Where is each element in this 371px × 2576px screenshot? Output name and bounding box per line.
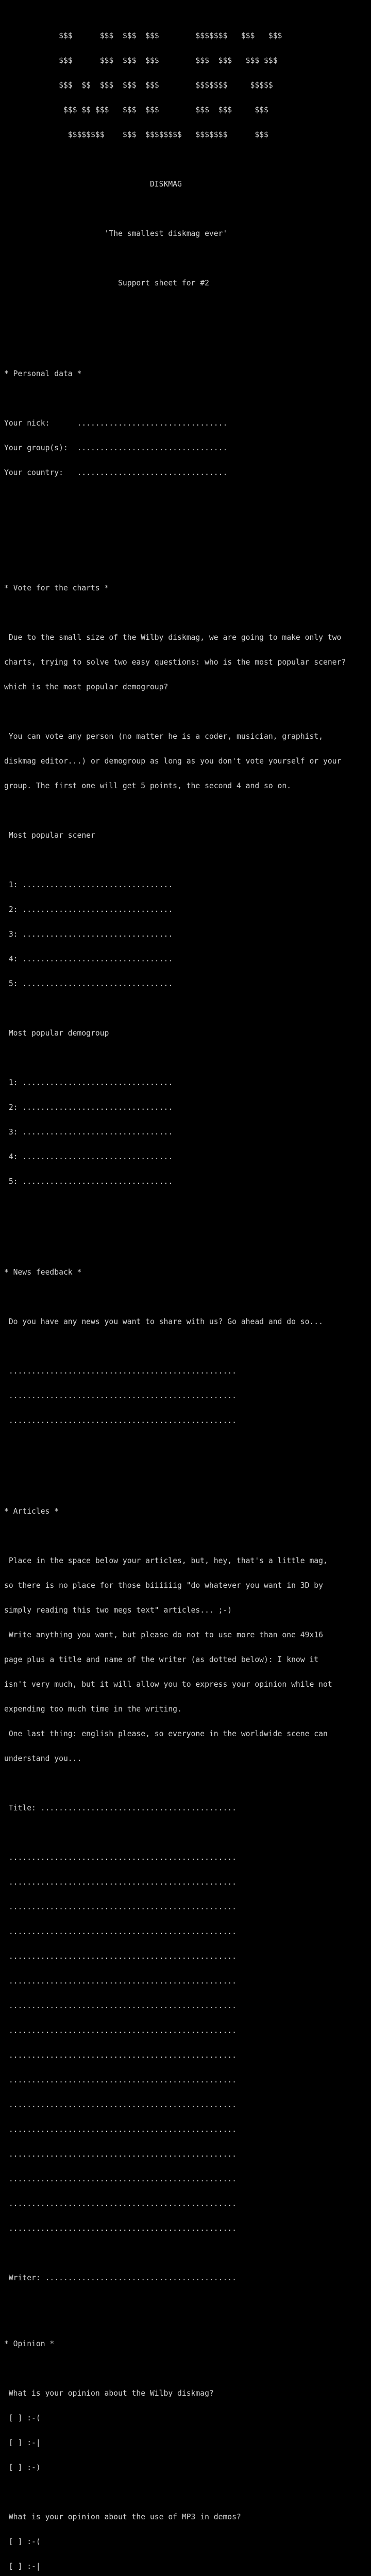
article-body-line[interactable]: .................................................. — [4, 2026, 237, 2035]
charts-intro-line: which is the most popular demogroup? — [4, 683, 168, 691]
section-heading-opinion: * Opinion * — [4, 2340, 55, 2348]
spacer — [4, 856, 346, 865]
article-body-line[interactable]: .................................................. — [4, 2125, 237, 2134]
article-writer-field[interactable]: Writer: .......................................... — [4, 2274, 237, 2282]
articles-text-line: page plus a title and name of the writer (as dotted below): I know it — [4, 1655, 319, 1664]
article-body-line[interactable]: .................................................. — [4, 1853, 237, 1862]
scener-chart-title: Most popular scener — [4, 831, 95, 840]
article-body-line[interactable]: .................................................. — [4, 2175, 237, 2183]
field-groups[interactable]: Your group(s): ................................. — [4, 444, 228, 452]
scener-vote-slot[interactable]: 5: ................................. — [4, 979, 173, 988]
charts-rules-line: diskmag editor...) or demogroup as long as you don't vote yourself or your — [4, 757, 342, 766]
spacer — [4, 1466, 346, 1475]
spacer — [4, 329, 346, 337]
articles-text-line: Write anything you want, but please do not to use more than one 49x16 — [4, 1631, 323, 1639]
section-heading-news: * News feedback * — [4, 1268, 82, 1277]
articles-text-line: so there is no place for those biiiiiig "do whatever you want in 3D by — [4, 1581, 323, 1590]
spacer — [4, 304, 346, 312]
article-body-line[interactable]: .................................................. — [4, 2199, 237, 2208]
opinion-question-wilby: What is your opinion about the Wilby diskmag? — [4, 2389, 214, 2398]
group-vote-slot[interactable]: 3: ................................. — [4, 1128, 173, 1137]
opinion-checkbox-sad[interactable]: [ ] :-( — [4, 2414, 41, 2422]
articles-text-line: expending too much time in the writing. — [4, 1705, 182, 1714]
group-vote-slot[interactable]: 5: ................................. — [4, 1177, 173, 1186]
diskmag-subtitle: 'The smallest diskmag ever' — [4, 229, 228, 238]
opinion-question-mp3: What is your opinion about the use of MP3 in demos? — [4, 2513, 241, 2521]
spacer — [4, 2299, 346, 2307]
section-heading-charts: * Vote for the charts * — [4, 584, 109, 592]
support-sheet — [4, 7, 346, 2576]
spacer — [4, 1343, 346, 1351]
charts-rules-line: group. The first one will get 5 points, the second 4 and so on. — [4, 782, 292, 790]
spacer — [4, 255, 346, 263]
spacer — [4, 1829, 346, 1837]
articles-text-line: Place in the space below your articles, but, hey, that's a little mag, — [4, 1556, 328, 1565]
spacer — [4, 543, 346, 551]
article-body-line[interactable]: .................................................. — [4, 2150, 237, 2159]
spacer — [4, 494, 346, 502]
section-heading-articles: * Articles * — [4, 1507, 59, 1516]
logo-ascii-line: $$$$$$$$ $$$ $$$$$$$$ $$$$$$$ $$$ — [4, 130, 268, 139]
charts-intro-line: Due to the small size of the Wilby diskmag, we are going to make only two — [4, 633, 342, 642]
field-country[interactable]: Your country: ................................. — [4, 468, 228, 477]
news-prompt: Do you have any news you want to share with us? Go ahead and do so... — [4, 1317, 323, 1326]
article-body-line[interactable]: .................................................. — [4, 2100, 237, 2109]
article-body-line[interactable]: .................................................. — [4, 1927, 237, 1936]
spacer — [4, 708, 346, 716]
spacer — [4, 1532, 346, 1540]
logo-ascii-line: $$$ $$$ $$$ $$$ $$$ $$$ $$$ $$$ — [4, 56, 278, 65]
support-sheet-title: Support sheet for #2 — [4, 279, 209, 287]
spacer — [4, 2488, 346, 2497]
spacer — [4, 2365, 346, 2373]
logo-ascii-line: $$$ $$ $$$ $$$ $$$ $$$$$$$ $$$$$ — [4, 81, 273, 90]
group-vote-slot[interactable]: 4: ................................. — [4, 1153, 173, 1161]
logo-ascii-line: $$$ $$ $$$ $$$ $$$ $$$ $$$ $$$ — [4, 106, 268, 114]
spacer — [4, 395, 346, 403]
spacer — [4, 1005, 346, 1013]
news-line[interactable]: .................................................. — [4, 1416, 237, 1425]
logo-ascii-line: $$$ $$$ $$$ $$$ $$$$$$$ $$$ $$$ — [4, 31, 282, 40]
charts-rules-line: You can vote any person (no matter he is a coder, musician, graphist, — [4, 732, 323, 741]
spacer — [4, 205, 346, 213]
spacer — [4, 156, 346, 164]
spacer — [4, 2249, 346, 2258]
scener-vote-slot[interactable]: 4: ................................. — [4, 955, 173, 963]
opinion-checkbox-happy[interactable]: [ ] :-) — [4, 2463, 41, 2472]
field-nick[interactable]: Your nick: ................................. — [4, 419, 228, 428]
spacer — [4, 1780, 346, 1788]
section-heading-personal: * Personal data * — [4, 369, 82, 378]
spacer — [4, 1202, 346, 1211]
opinion-checkbox-neutral[interactable]: [ ] :-| — [4, 2438, 41, 2447]
articles-text-line: understand you... — [4, 1754, 82, 1763]
spacer — [4, 1227, 346, 1235]
article-body-line[interactable]: .................................................. — [4, 2002, 237, 2010]
article-title-field[interactable]: Title: ........................................... — [4, 1804, 237, 1812]
articles-text-line: simply reading this two megs text" articles... ;-) — [4, 1606, 232, 1615]
article-body-line[interactable]: .................................................. — [4, 1952, 237, 1961]
spacer — [4, 609, 346, 617]
spacer — [4, 1293, 346, 1301]
group-vote-slot[interactable]: 1: ................................. — [4, 1078, 173, 1087]
opinion-checkbox-sad[interactable]: [ ] :-( — [4, 2537, 41, 2546]
scener-vote-slot[interactable]: 3: ................................. — [4, 930, 173, 939]
articles-text-line: One last thing: english please, so everyone in the worldwide scene can — [4, 1730, 328, 1738]
opinion-checkbox-neutral[interactable]: [ ] :-| — [4, 2562, 41, 2571]
article-body-line[interactable]: .................................................. — [4, 1903, 237, 1911]
scener-vote-slot[interactable]: 1: ................................. — [4, 880, 173, 889]
article-body-line[interactable]: .................................................. — [4, 2051, 237, 2060]
articles-text-line: isn't very much, but it will allow you to express your opinion while not — [4, 1680, 332, 1689]
scener-vote-slot[interactable]: 2: ................................. — [4, 905, 173, 914]
charts-intro-line: charts, trying to solve two easy questions: who is the most popular scener? — [4, 658, 346, 667]
article-body-line[interactable]: .................................................. — [4, 1878, 237, 1887]
news-line[interactable]: .................................................. — [4, 1367, 237, 1376]
group-vote-slot[interactable]: 2: ................................. — [4, 1103, 173, 1112]
diskmag-title: DISKMAG — [4, 180, 182, 189]
spacer — [4, 518, 346, 527]
news-line[interactable]: .................................................. — [4, 1392, 237, 1400]
spacer — [4, 807, 346, 815]
spacer — [4, 1442, 346, 1450]
group-chart-title: Most popular demogroup — [4, 1029, 109, 1038]
article-body-line[interactable]: .................................................. — [4, 1977, 237, 1986]
spacer — [4, 1054, 346, 1062]
article-body-line[interactable]: .................................................. — [4, 2076, 237, 2084]
article-body-line[interactable]: .................................................. — [4, 2224, 237, 2233]
